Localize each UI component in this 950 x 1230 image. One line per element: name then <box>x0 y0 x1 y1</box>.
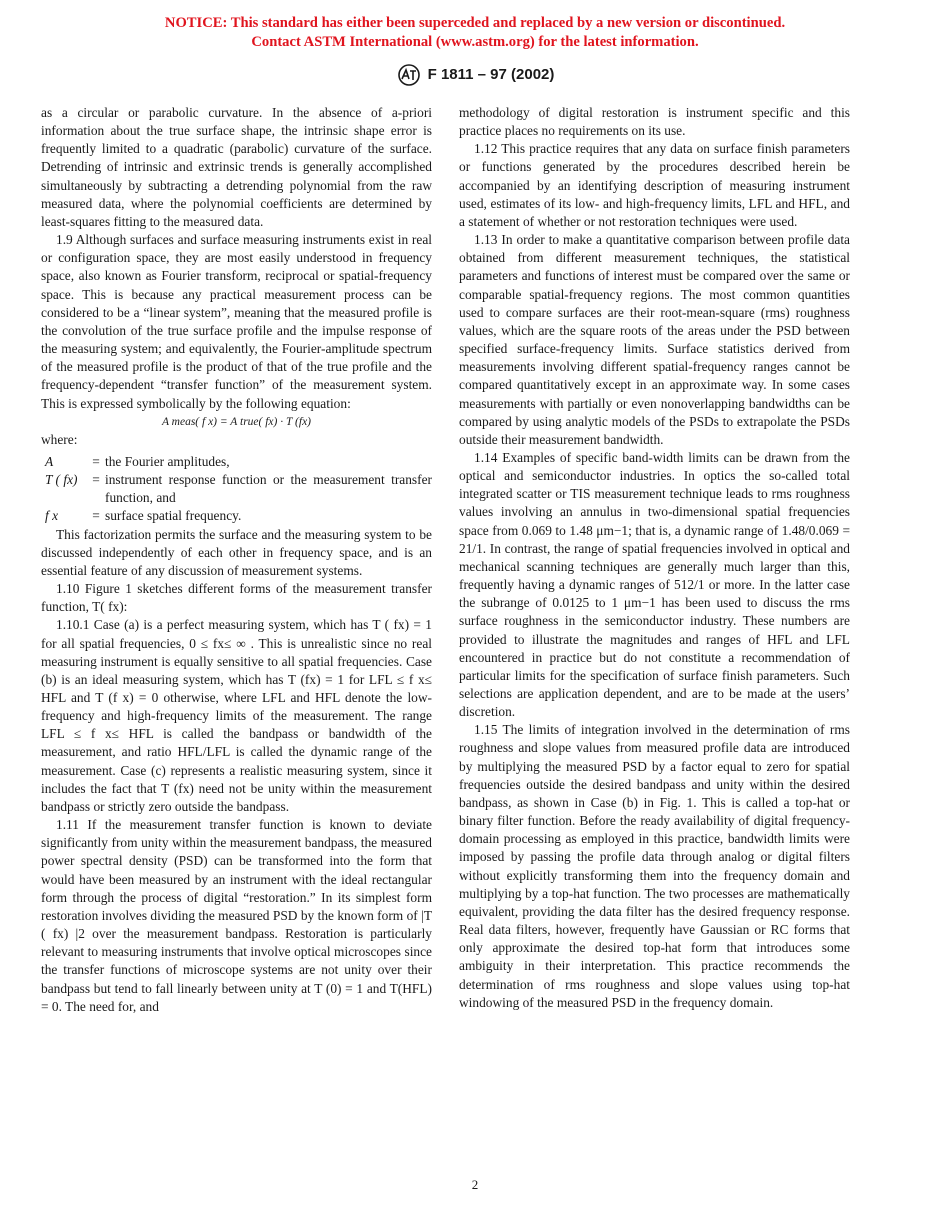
standard-designation: F 1811 – 97 (2002) <box>427 66 555 83</box>
paragraph-1-13: 1.13 In order to make a quantitative comparison between profile data obtained from different measurement techniques, the statistical parameters and functions of interest must be compared over the same or comparable spatial-frequency regions. The most common quantities used to compare surfaces are their root-mean-square (rms) roughness values, which are the square roots of the areas under the PSD between specified surface-frequency limits. Surface statistics derived from measurements involving different spatial-frequency ranges cannot be compared quantitatively except in an approximate way. In some cases measurements with partially or even nonoverlapping bandwidths can be compared by using analytic models of the PSDs to extrapolate the PSDs outside their measurement bandwidth. <box>459 232 850 447</box>
definition-equals: = <box>92 472 100 488</box>
paragraph-continued-right: methodology of digital restoration is instrument specific and this practice places no requirements on its use. <box>459 105 850 139</box>
paragraph-factorization: This factorization permits the surface and the measuring system to be discussed independently of each other in frequency space, and is an essential feature of any discussion of measurement systems. <box>41 526 432 578</box>
paragraph-1-10-1: 1.10.1 Case (a) is a perfect measuring system, which has T ( fx) = 1 for all spatial frequencies, 0 ≤ fx≤ ∞ . This is unrealistic since no real measuring instrument is equally sensitive to all spatial frequencies. Case (b) is an ideal measuring system, which has T (fx) = 1 for LFL ≤ f x≤ HFL and T (f x) = 0 otherwise, where LFL and HFL denote the low-frequency and high-frequency limits of the measurement. The range LFL ≤ f x≤ HFL is called the bandpass or bandwidth of the measurement, and ratio HFL/LFL is called the dynamic range of the measurement. Case (c) represents a realistic measuring system, since it includes the fact that T (fx) need not be unity within the measurement bandpass or strictly zero outside the bandpass. <box>41 617 432 814</box>
definition-text: surface spatial frequency. <box>105 508 242 524</box>
paragraph-1-12: 1.12 This practice requires that any data on surface finish parameters or functions generated by the procedures described herein be accompanied by an identifying description of measuring instrument used, estimates of its low- and high-frequency limits, LFL and HFL, and a statement of whether or not restoration techniques were used. <box>459 141 850 229</box>
document-header <box>0 64 950 86</box>
astm-logo-icon <box>396 64 422 86</box>
notice-line-2: Contact ASTM International (www.astm.org) for the latest information. <box>251 34 699 50</box>
definition-text: the Fourier amplitudes, <box>105 453 230 469</box>
definition-row <box>41 471 432 507</box>
paragraph-1-10: 1.10 Figure 1 sketches different forms of the measurement transfer function, T( fx): <box>41 581 432 615</box>
definition-row <box>41 453 432 471</box>
definition-symbol: f x <box>45 508 59 524</box>
paragraph-1-14: 1.14 Examples of specific band-width limits can be drawn from the optical and semiconductor industries. In optics the so-called total integrated scatter or TIS measurement technique leads to rms roughness values involving an annulus in two-dimensional spatial frequencies space from 0.069 to 1.48 μm−1; that is, a dynamic range of 1.48/0.069 = 21/1. In contrast, the range of spatial frequencies involved in optical and mechanical scanning techniques are generally much larger than this, frequently having a dynamic ranges of 512/1 or more. In the latter case the subrange of 0.0125 to 1 μm−1 has been used to discuss the rms surface roughness in the semiconductor industry. These numbers are provided to illustrate the magnitudes and ranges of HFL and LFL encountered in practice but do not constitute a recommendation of particular limits for the specification of surface finish parameters. Such selections are application dependent, and are to be made at the users’ discretion. <box>459 449 850 720</box>
definition-text: instrument response function or the measurement transfer function, and <box>105 472 432 506</box>
notice-line-1: NOTICE: This standard has either been superceded and replaced by a new version or discontinued. <box>164 15 786 31</box>
left-column <box>41 104 432 1016</box>
equation-definitions <box>41 453 432 526</box>
definition-equals: = <box>92 508 100 524</box>
paragraph-continued: as a circular or parabolic curvature. In the absence of a-priori information about the true surface shape, the intrinsic shape error is frequently limited to a quadratic (parabolic) curvature of the surface. Detrending of intrinsic and extrinsic trends is generally accomplished simultaneously by subtracting a detrending polynomial from the raw measured data, where the polynomial coefficients are determined by least-squares fitting to the measured data. <box>41 105 432 229</box>
page-number: 2 <box>471 1177 479 1192</box>
paragraph-1-11: 1.11 If the measurement transfer function is known to deviate significantly from unity within the measurement bandpass, the measured power spectral density (PSD) can be transformed into the form that would have been measured by an instrument with the ideal rectangular form through the process of digital “restoration.” In its simplest form restoration involves dividing the measured PSD by the known form of |T ( fx) |2 over the measurement bandpass. Restoration is particularly relevant to measuring instruments that involve optical microscopes since the transfer functions of microscope systems are not unity over their bandpass but tend to fall linearly between unity at T (0) = 1 and T(HFL) = 0. The need for, and <box>41 817 432 1014</box>
paragraph-1-15: 1.15 The limits of integration involved in the determination of rms roughness and slope values from measured profile data are introduced by multiplying the measured PSD by a factor equal to zero for spatial frequencies outside the desired bandpass and unity within the desired bandpass, as shown in Case (b) in Fig. 1. This is called a top-hat or binary filter function. Before the ready availability of digital frequency-domain processing as employed in this practice, bandwidth limits were imposed by passing the profile data through analog or digital filters without explicitly transforming them into the frequency domain and multiplying by a top-hat function. The two processes are mathematically equivalent, providing the data filter has the desired frequency response. Real data filters, however, frequently have Gaussian or RC forms that only approximate the desired top-hat form that introduces some ambiguity in their interpretation. This practice recommends the determination of rms roughness and slope values using top-hat windowing of the measured PSD in the frequency domain. <box>459 722 850 1010</box>
where-label: where: <box>41 431 78 447</box>
definition-row <box>41 507 432 525</box>
definition-symbol: T ( fx) <box>45 472 78 488</box>
transfer-equation: A meas( f x) = A true( fx) · T (fx) <box>161 415 312 428</box>
definition-equals: = <box>92 453 100 469</box>
superseded-notice <box>0 14 950 52</box>
right-column <box>459 104 850 1012</box>
definition-symbol: A <box>45 453 54 469</box>
paragraph-1-9: 1.9 Although surfaces and surface measuring instruments exist in real or configuration space, they are most easily understood in frequency space, also known as Fourier transform, reciprocal or spatial-frequency space. This is because any practical measurement process can be considered to be a “linear system”, meaning that the measured profile is the convolution of the true surface profile and the impulse response of the measuring system; and equivalently, the Fourier-amplitude spectrum of the measured profile is the product of that of the true profile and the frequency-dependent “transfer function” of the measurement system. This is expressed symbolically by the following equation: <box>41 232 432 411</box>
